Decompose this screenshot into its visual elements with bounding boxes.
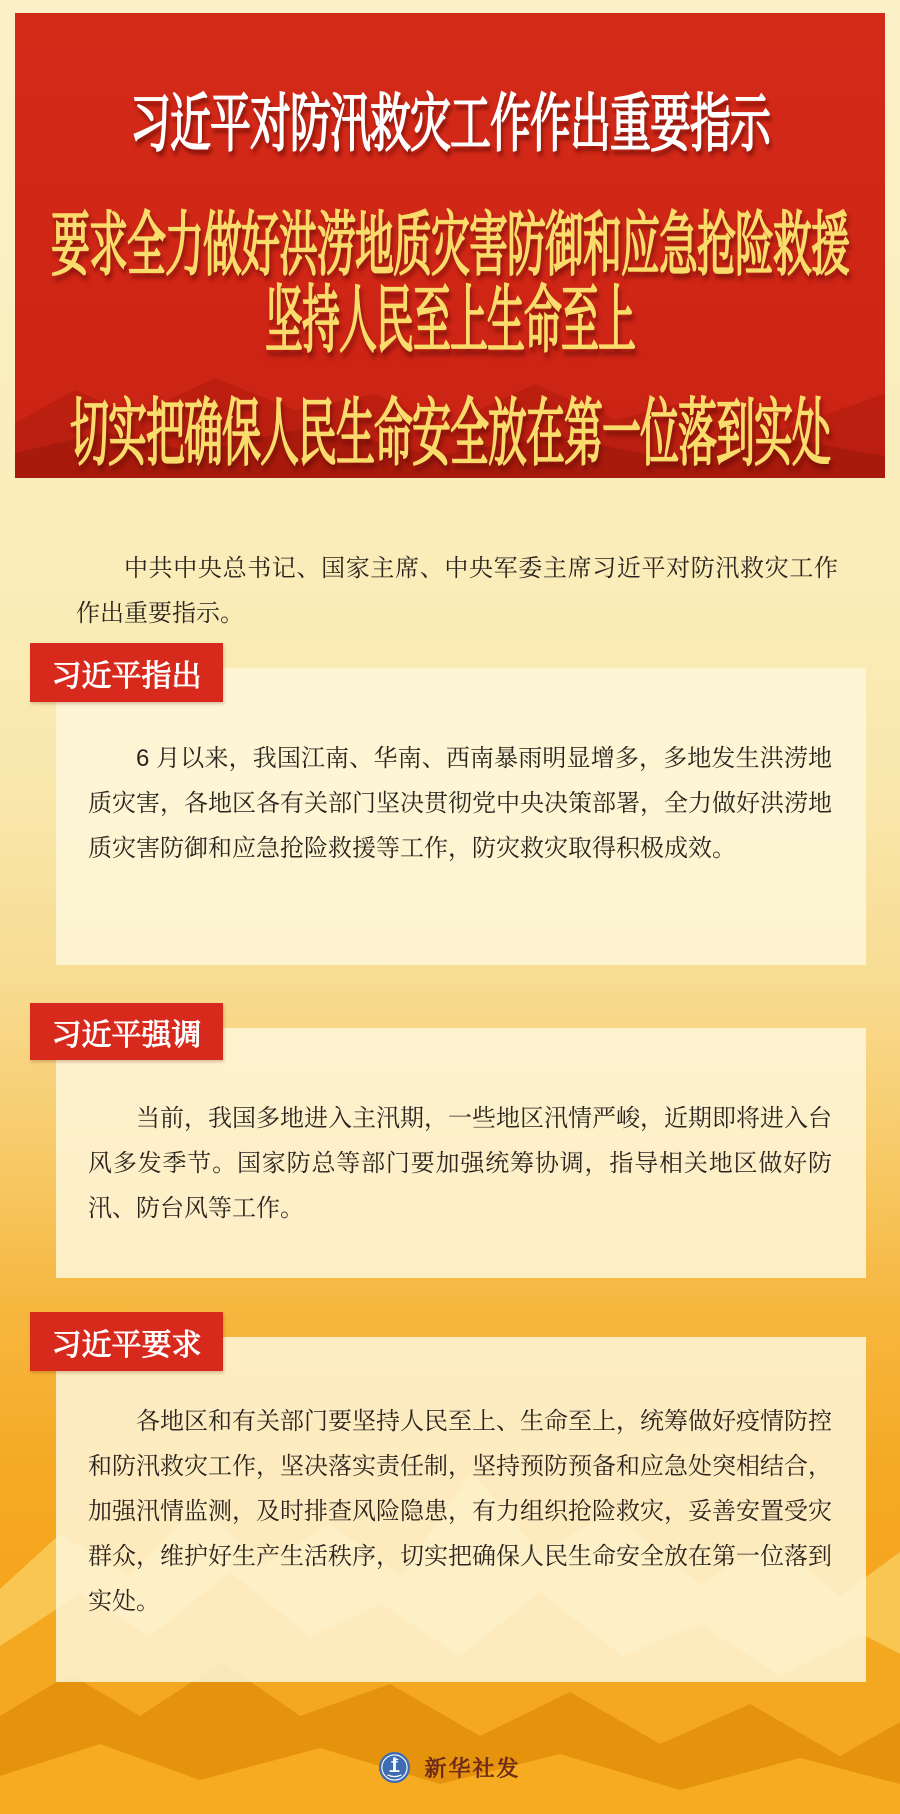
credit-text: 新华社发 [424, 1755, 521, 1781]
headline-line-3 [15, 275, 885, 363]
footer-credit-row [0, 1748, 900, 1786]
headline-line-4-text: 切实把确保人民生命安全放在第一位落到实处 [69, 393, 830, 476]
headline-line-3-text: 坚持人民至上生命至上 [264, 280, 635, 363]
xinhua-agency-emblem-icon [379, 1752, 410, 1783]
section-panel-qiangdiao [56, 1028, 866, 1278]
section-badge-yaoqiu: 习近平要求 [30, 1312, 223, 1371]
headline-line-4 [15, 390, 885, 476]
headline-line-2-text: 要求全力做好洪涝地质灾害防御和应急抢险救援 [50, 207, 849, 285]
section-badge-qiangdiao: 习近平强调 [30, 1003, 223, 1060]
section-body-zhichu: 6 月以来，我国江南、华南、西南暴雨明显增多，多地发生洪涝地质灾害，各地区各有关部门坚决贯彻党中央决策部署，全力做好洪涝地质灾害防御和应急抢险救援等工作，防灾救灾取得积极成效。 [88, 745, 832, 862]
section-panel-yaoqiu [56, 1337, 866, 1682]
section-panel-zhichu [56, 668, 866, 965]
intro-paragraph: 中共中央总书记、国家主席、中央军委主席习近平对防汛救灾工作作出重要指示。 [76, 555, 838, 627]
section-body-yaoqiu: 各地区和有关部门要坚持人民至上、生命至上，统筹做好疫情防控和防汛救灾工作，坚决落实责任制，坚持预防预备和应急处突相结合，加强汛情监测，及时排查风险隐患，有力组织抢险救灾，妥善安置受灾群众，维护好生产生活秩序，切实把确保人民生命安全放在第一位落到实处。 [88, 1408, 832, 1615]
headline-line-1 [15, 86, 885, 160]
headline-banner [15, 13, 885, 478]
section-body-qiangdiao: 当前，我国多地进入主汛期，一些地区汛情严峻，近期即将进入台风多发季节。国家防总等部门要加强统筹协调，指导相关地区做好防汛、防台风等工作。 [88, 1105, 832, 1222]
headline-line-1-text: 习近平对防汛救灾工作作出重要指示 [130, 87, 770, 160]
section-badge-zhichu: 习近平指出 [30, 643, 223, 702]
